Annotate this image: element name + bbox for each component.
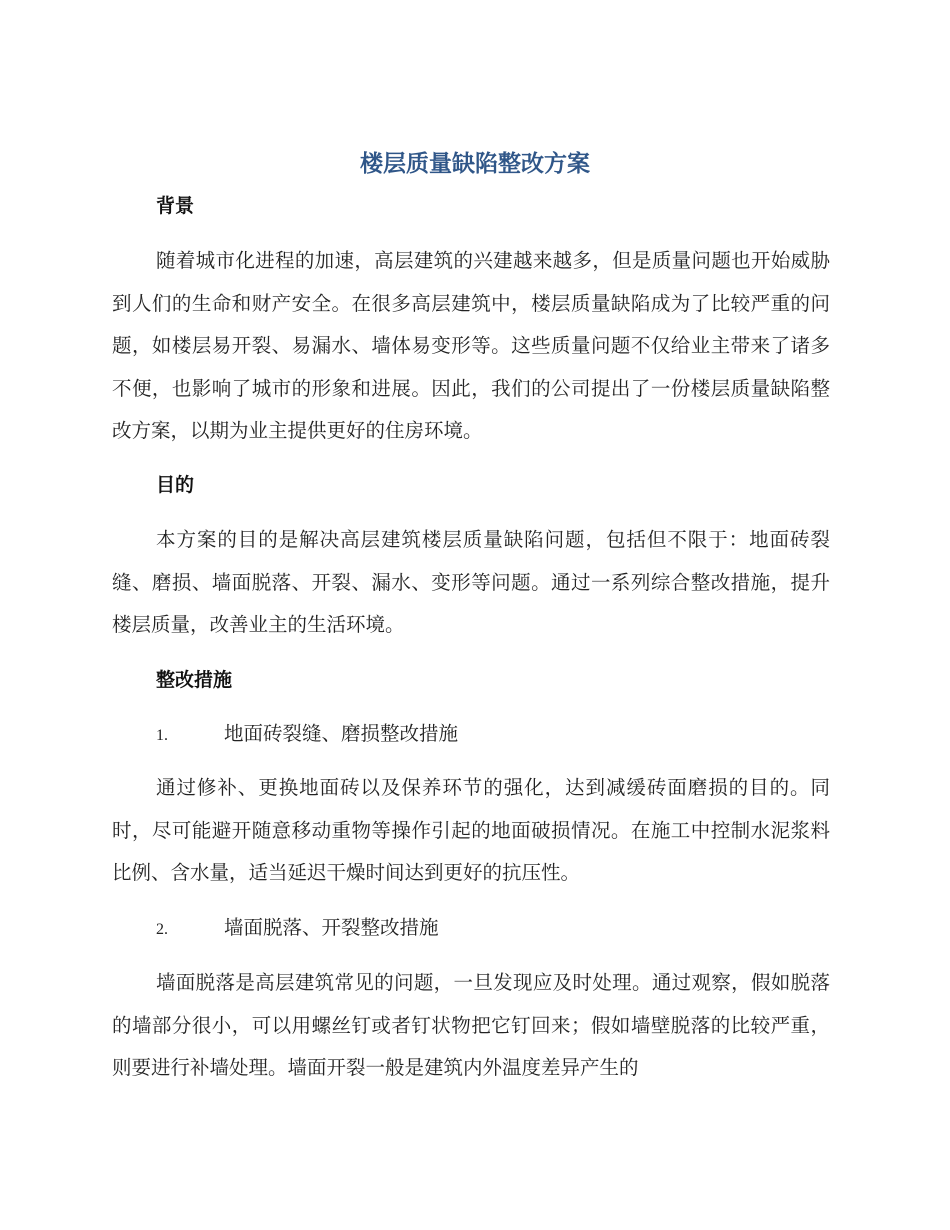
section-heading-measures: 整改措施 [156,669,233,691]
section-heading-purpose: 目的 [156,474,195,496]
list-item-title: 地面砖裂缝、磨损整改措施 [224,722,459,745]
section-heading-background: 背景 [156,195,195,217]
paragraph-measure-2: 墙面脱落是高层建筑常见的问题，一旦发现应及时处理。通过观察，假如脱落的墙部分很小，可以用螺丝钉或者钉状物把它钉回来；假如墙壁脱落的比较严重，则要进行补墙处理。墙面开裂一般是建筑内外温度差异产生的 [112,971,830,1079]
list-item-1 [156,719,458,751]
paragraph-purpose: 本方案的目的是解决高层建筑楼层质量缺陷问题，包括但不限于：地面砖裂缝、磨损、墙面脱落、开裂、漏水、变形等问题。通过一系列综合整改措施，提升楼层质量，改善业主的生活环境。 [112,528,830,636]
list-item-title: 墙面脱落、开裂整改措施 [224,916,439,939]
paragraph-measure-1: 通过修补、更换地面砖以及保养环节的强化，达到减缓砖面磨损的目的。同时，尽可能避开随意移动重物等操作引起的地面破损情况。在施工中控制水泥浆料比例、含水量，适当延迟干燥时间达到更好的抗压性。 [112,776,830,884]
list-number: 1. [156,727,168,744]
paragraph-background: 随着城市化进程的加速，高层建筑的兴建越来越多，但是质量问题也开始威胁到人们的生命和财产安全。在很多高层建筑中，楼层质量缺陷成为了比较严重的问题，如楼层易开裂、易漏水、墙体易变形等。这些质量问题不仅给业主带来了诸多不便，也影响了城市的形象和进展。因此，我们的公司提出了一份楼层质量缺陷整改方案，以期为业主提供更好的住房环境。 [112,249,830,442]
document-title: 楼层质量缺陷整改方案 [360,151,590,177]
list-item-2 [156,913,439,945]
list-number: 2. [156,921,168,938]
